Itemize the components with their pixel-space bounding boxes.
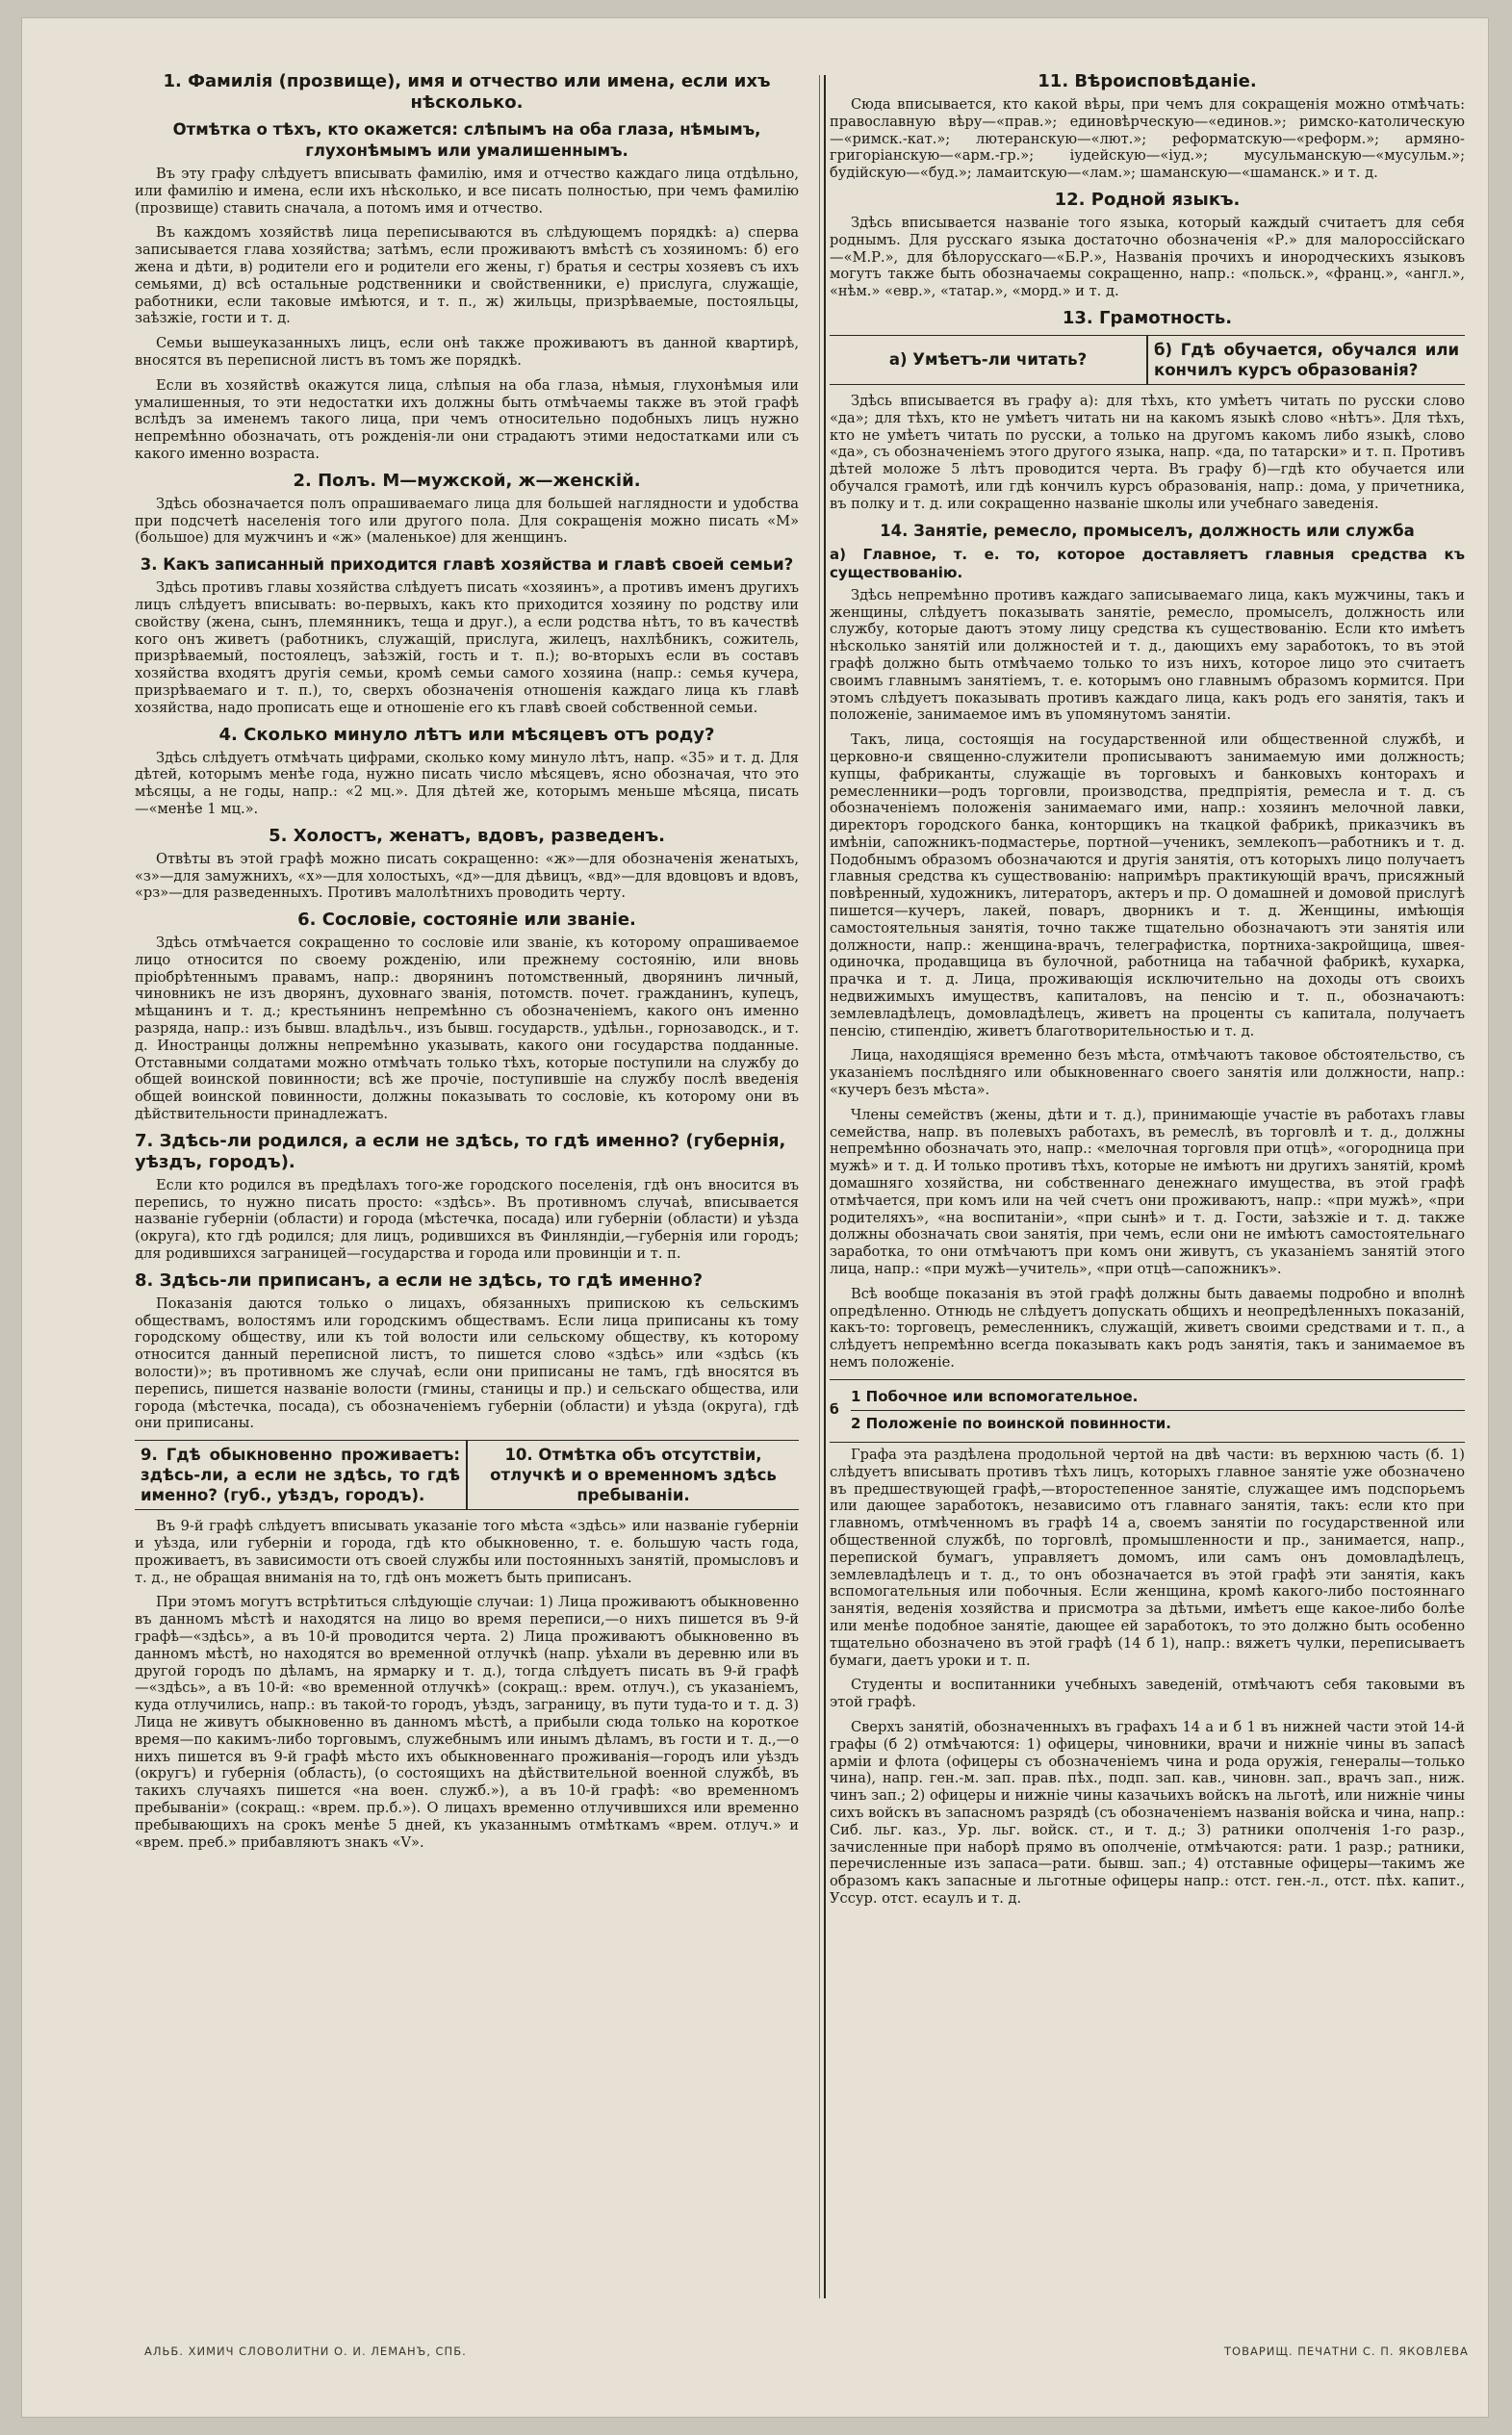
section-14-heading: 14. Занятіе, ремесло, промыселъ, должность или служба <box>880 521 1415 540</box>
section-5-text: Отвѣты въ этой графѣ можно писать сокращенно: «ж»—для обозначенія женатыхъ, «з»—для замужнихъ, «х»—для холостыхъ, «д»—для дѣвицъ, «вд»—для вдовцовъ и вдовъ, «рз»—для разведенныхъ. Противъ малолѣтнихъ проводить черту. <box>135 850 799 902</box>
section-3-heading: 3. Какъ записанный приходится главѣ хозяйства и главѣ своей семьи? <box>140 555 794 575</box>
section-2-text: Здѣсь обозначается полъ опрашиваемаго лица для большей наглядности и удобства при подсчетѣ населенія того или другого пола. Для сокращенія можно писать «М» (большое) для мужчинъ и «ж» (маленькое) для женщинъ. <box>135 495 799 547</box>
section-14b-text-1: Графа эта раздѣлена продольной чертой на двѣ части: въ верхнюю часть (б. 1) слѣдуетъ вписывать противъ тѣхъ лицъ, которыхъ главное занятіе уже обозначено въ предшествующей графѣ,—второстепенное занятіе, служащее имъ подспорьемъ или дающее заработокъ, независимо отъ главнаго занятія, такъ: если кто при главномъ, отмѣченномъ въ графѣ 14 а, своемъ занятіи по государственной или общественной службѣ, по торговлѣ, промышленности и пр., занимается, напр., перепиской бумагъ, управляетъ домомъ, или самъ онъ домовладѣлецъ, землевладѣлецъ и т. д., то онъ обозначается въ этой графѣ эти занятія, какъ вспомогательныя или побочныя. Если женщина, кромѣ какого-либо постояннаго занятія, веденія хозяйства и присмотра за дѣтьми, имѣетъ еще какое-либо болѣе или менѣе подобное занятіе, дающее ей заработокъ, то это должно быть особенно тщательно обозначено въ этой графѣ (14 б 1), напр.: вяжетъ чулки, переписываетъ бумаги, даетъ уроки и т. п. <box>830 1446 1465 1669</box>
section-9-text-1: Въ 9-й графѣ слѣдуетъ вписывать указаніе того мѣста «здѣсь» или названіе губерніи и уѣзда, или губерніи и города, гдѣ кто обыкновенно, т. е. большую часть года, проживаетъ, въ зависимости отъ своей службы или постоянныхъ занятій, промысловъ и т. д., не обращая вниманія на то, гдѣ онъ можетъ быть приписанъ. <box>135 1518 799 1586</box>
left-column <box>135 65 799 1858</box>
section-7-heading: 7. Здѣсь-ли родился, а если не здѣсь, то гдѣ именно? (губернія, уѣздъ, городъ). <box>135 1130 786 1172</box>
section-13-subheader <box>830 335 1465 385</box>
section-14a-heading: а) Главное, т. е. то, которое доставляетъ главныя средства къ существованію. <box>830 545 1465 582</box>
section-13b-heading: б) Гдѣ обучается, обучался или кончилъ курсъ образованія? <box>1146 336 1465 384</box>
census-instruction-page <box>21 17 1489 2418</box>
section-14b2-heading: 2 Положеніе по воинской повинности. <box>851 1415 1171 1433</box>
section-14b-rule-bottom <box>830 1442 1465 1443</box>
right-column <box>830 65 1465 1915</box>
section-9-text-2: При этомъ могутъ встрѣтиться слѣдующіе случаи: 1) Лица проживаютъ обыкновенно въ данномъ мѣстѣ и находятся на лицо во время переписи,—о нихъ пишется въ 9-й графѣ—«здѣсь», а въ 10-й проводится черта. 2) Лица проживаютъ обыкновенно въ данномъ мѣстѣ, но находятся во временной отлучкѣ (напр. уѣхали въ деревню или въ другой городъ по дѣламъ, на ярмарку и т. д.), тогда слѣдуетъ писать въ 9-й графѣ—«здѣсь», а въ 10-й: «во временной отлучкѣ» (сокращ.: врем. отлуч.), съ указаніемъ, куда отлучились, напр.: въ такой-то городъ, уѣздъ, заграницу, въ пути туда-то и т. д. 3) Лица не живутъ обыкновенно въ данномъ мѣстѣ, а прибыли сюда только на короткое время—по какимъ-либо торговымъ, служебнымъ или инымъ дѣламъ, въ гости и т. д.,—о нихъ пишется въ 9-й графѣ мѣсто ихъ обыкновеннаго проживанія—городъ или уѣздъ (округъ) и губернія (область), (о состоящихъ на дѣйствительной военной службѣ, въ такихъ случаяхъ пишется «на воен. служб.»), а въ 10-й графѣ: «во временномъ пребываніи» (сокращ.: «врем. пр.б.»). О лицахъ временно отлучившихся или временно пребывающихъ на срокъ менѣе 5 дней, къ указаннымъ отмѣткамъ «врем. отлуч.» и «врем. преб.» прибавляютъ знакъ «V». <box>135 1594 799 1851</box>
section-2-heading: 2. Полъ. М—мужской, ж—женскій. <box>293 470 641 491</box>
section-7-text: Если кто родился въ предѣлахъ того-же городского поселенія, гдѣ онъ вносится въ перепись, то нужно писать просто: «здѣсь». Въ противномъ случаѣ, вписывается названіе губерніи (области) и города (мѣстечка, посада) или губерніи (области) и уѣзда (округа), кто гдѣ родился; для лицъ, родившихся въ Финляндіи,—губернія или городъ; для родившихся заграницей—государства и города или провинціи и т. п. <box>135 1176 799 1263</box>
section-14b-text-3: Сверхъ занятій, обозначенныхъ въ графахъ 14 а и б 1 въ нижней части этой 14-й графы (б 2) отмѣчаются: 1) офицеры, чиновники, врачи и нижніе чины въ запасѣ арміи и флота (офицеры съ обозначеніемъ чина и рода оружія, генералы—только чина), напр. ген.-м. зап. прав. пѣх., подп. зап. кав., чиновн. зап., врачъ зап., ниж. чинъ зап.; 2) офицеры и нижніе чины казачьихъ войскъ на льготѣ, или нижніе чины сихъ войскъ въ запасномъ разрядѣ (съ обозначеніемъ названія войска и чина, напр.: Сиб. льг. каз., Ур. льг. войск. ст., и т. д.; 3) ратники ополченія 1-го разр., зачисленные при наборѣ прямо въ ополченіе, отмѣчаются: рати. 1 разр.; ратники, перечисленные изъ запаса—рати. бывш. зап.; 4) отставные офицеры—такимъ же образомъ какъ запасные и льготные офицеры напр.: отст. ген.-л., отст. пѣх. капит., Уссур. отст. есаулъ и т. д. <box>830 1718 1465 1907</box>
section-1-heading: 1. Фамилія (прозвище), имя и отчество или имена, если ихъ нѣсколько. <box>163 71 771 113</box>
section-14b-rule-top <box>830 1379 1465 1380</box>
section-1-text-2: Въ каждомъ хозяйствѣ лица переписываются въ слѣдующемъ порядкѣ: а) сперва записывается глава хозяйства; затѣмъ, если проживаютъ вмѣстѣ съ хозяиномъ: б) его жена и дѣти, в) родители его и родители его жены, г) братья и сестры хозяевъ съ ихъ семьями, д) всѣ остальные родственники и свойственники, е) прислуга, служащіе, работники, если таковые имѣются, и т. п., ж) жильцы, призрѣваемые, постояльцы, заѣзжіе, гости и т. д. <box>135 224 799 327</box>
section-1-text-3: Семьи вышеуказанныхъ лицъ, если онѣ также проживаютъ въ данной квартирѣ, вносятся въ переписной листъ въ томъ же порядкѣ. <box>135 335 799 369</box>
section-1-text-4: Если въ хозяйствѣ окажутся лица, слѣпыя на оба глаза, нѣмыя, глухонѣмыя или умалишенныя, то эти недостатки ихъ должны быть отмѣчаемы также въ этой графѣ вслѣдъ за именемъ такого лица, при чемъ относительно подобныхъ лицъ нужно непремѣнно обозначать, отъ рожденія-ли они страдаютъ этими недостатками или съ какого именно возраста. <box>135 376 799 462</box>
section-12-text: Здѣсь вписывается названіе того языка, который каждый считаетъ для себя роднымъ. Для русскаго языка достаточно обозначенія «Р.» для малороссійскаго—«М.Р.», для бѣлорусскаго—«Б.Р.», Названія прочихъ и инородческихъ языковъ могутъ также быть обозначаемы сокращенно, напр.: «польск.», «франц.», «англ.», «нѣм.» «евр.», «татар.», «морд.» и т. д. <box>830 214 1465 300</box>
section-8-text: Показанія даются только о лицахъ, обязанныхъ припискою къ сельскимъ обществамъ, волостямъ или городскимъ обществамъ. Если лица приписаны къ тому городскому обществу, или къ той волости или сельскому обществу, къ которому относится данный переписной листъ, то пишется слово «здѣсь» или «здѣсь (къ волости)»; въ противномъ же случаѣ, если они приписаны не тамъ, гдѣ вносятся въ перепись, пишется названіе волости (гмины, станицы и пр.) и сельскаго общества, или города (мѣстечка, посада), съ обозначеніемъ губерніи (области) и уѣзда (округа), гдѣ они приписаны. <box>135 1294 799 1432</box>
section-14-text-1: Здѣсь непремѣнно противъ каждаго записываемаго лица, какъ мужчины, такъ и женщины, слѣдуетъ показывать занятіе, ремесло, промыселъ, должность или службу, которые даютъ этому лицу средства къ существованію. Если кто имѣетъ нѣсколько занятій или должностей и т. д., дающихъ ему заработокъ, то въ этой графѣ должно быть отмѣчаемо только то изъ нихъ, которое лицо это считаетъ своимъ главнымъ занятіемъ, т. е. которымъ оно главнымъ образомъ кормится. При этомъ слѣдуетъ показывать противъ каждаго лица, какъ родъ его занятія, такъ и положеніе, занимаемое имъ въ упомянутомъ занятіи. <box>830 586 1465 724</box>
section-4-heading: 4. Сколько минуло лѣтъ или мѣсяцевъ отъ роду? <box>218 724 715 745</box>
section-1-text-1: Въ эту графу слѣдуетъ вписывать фамилію, имя и отчество каждаго лица отдѣльно, или фамилію и имена, если ихъ нѣсколько, и все писать полностью, при чемъ фамилію (прозвище) ставить сначала, а потомъ имя и отчество. <box>135 166 799 217</box>
section-5-heading: 5. Холостъ, женатъ, вдовъ, разведенъ. <box>269 825 665 846</box>
section-6-text: Здѣсь отмѣчается сокращенно то сословіе или званіе, къ которому опрашиваемое лицо относится по своему рожденію, или прежнему состоянію, или вновь пріобрѣтеннымъ правамъ, напр.: дворянинъ потомственный, дворянинъ личный, чиновникъ не изъ дворянъ, духовнаго званія, потомств. почет. гражданинъ, купецъ, мѣщанинъ и т. д.; крестьянинъ непремѣнно съ обозначеніемъ, какого онъ именно разряда, напр.: изъ бывш. владѣльч., изъ бывш. государств., удѣльн., горнозаводск., и т. д. Иностранцы должны непремѣнно указывать, какого они государства подданные. Отставными солдатами можно отмѣчать только тѣхъ, которые поступили на службу до общей воинской повинности; всѣ же прочіе, поступившіе на службу послѣ введенія общей воинской повинности, должны показывать то сословіе, къ которому они въ дѣйствительности принадлежатъ. <box>135 935 799 1123</box>
column-divider-thin <box>819 75 820 2298</box>
section-14-text-3: Лица, находящіяся временно безъ мѣста, отмѣчаютъ таковое обстоятельство, съ указаніемъ послѣдняго или обыкновеннаго своего занятія или должности, напр.: «кучеръ безъ мѣста». <box>830 1047 1465 1099</box>
section-9-10-header <box>135 1440 799 1510</box>
section-14b-label: б <box>830 1402 839 1419</box>
section-8-heading: 8. Здѣсь-ли приписанъ, а если не здѣсь, то гдѣ именно? <box>135 1269 704 1291</box>
section-13-heading: 13. Грамотность. <box>1062 307 1233 328</box>
printer-footer-right: ТОВАРИЩ. ПЕЧАТНИ С. П. ЯКОВЛЕВА <box>1224 2345 1469 2358</box>
section-1-note-heading: Отмѣтка о тѣхъ, кто окажется: слѣпымъ на оба глаза, нѣмымъ, глухонѣмымъ или умалишеннымъ. <box>172 120 761 160</box>
column-divider <box>824 75 826 2298</box>
section-14-text-2: Такъ, лица, состоящія на государственной или общественной службѣ, и церковно-и священно-служители прописываютъ занимаемую ими должность; купцы, фабриканты, служащіе въ торговыхъ и банковыхъ конторахъ и ремесленники—родъ торговли, производства, предпріятія, ремесла и т. д. съ обозначеніемъ положенія занимаемаго ими, напр.: хозяинъ мелочной лавки, директоръ городского банка, конторщикъ на ткацкой фабрикѣ, приказчикъ въ имѣніи, сапожникъ-подмастерье, портной—ученикъ, землекопъ—работникъ и т. д. Подобнымъ образомъ обозначаются и другія занятія, отъ которыхъ лицо получаетъ главныя средства къ существованію: напримѣръ практикующій врачъ, присяжный повѣренный, художникъ, литераторъ, актеръ и пр. О домашней и домовой прислугѣ пишется—кучеръ, лакей, поваръ, дворникъ и т. д. Женщины, имѣющія самостоятельныя занятія, точно также тщательно обозначаютъ эти занятія или должности, напр.: женщина-врачъ, телеграфистка, портниха-закройщица, швея-одиночка, продавщица въ булочной, работница на табачной фабрикѣ, кухарка, прачка и т. д. Лица, проживающія исключительно на доходы отъ своихъ недвижимыхъ имуществъ, капиталовъ, на пенсію и т. п., обозначаютъ: землевладѣлецъ, домовладѣлецъ, живетъ на проценты съ капитала, получаетъ пенсію, стипендію, живетъ благотворительностью и т. д. <box>830 731 1465 1039</box>
section-14b-text-2: Студенты и воспитанники учебныхъ заведеній, отмѣчаютъ себя таковыми въ этой графѣ. <box>830 1677 1465 1711</box>
section-6-heading: 6. Сословіе, состояніе или званіе. <box>297 910 636 931</box>
section-11-heading: 11. Вѣроисповѣданіе. <box>1038 71 1257 91</box>
section-4-text: Здѣсь слѣдуетъ отмѣчать цифрами, сколько кому минуло лѣтъ, напр. «35» и т. д. Для дѣтей, которымъ менѣе года, нужно писать число мѣсяцевъ, ясно обозначая, что это мѣсяцы, а не годы, напр.: «2 мц.». Для дѣтей же, которымъ меньше мѣсяца, писать—«менѣе 1 мц.». <box>135 749 799 817</box>
section-10-heading: 10. Отмѣтка объ отсутствіи, отлучкѣ и о временномъ здѣсь пребываніи. <box>466 1441 799 1509</box>
section-14b-rule-mid <box>851 1410 1465 1411</box>
section-14b-header <box>830 1384 1465 1438</box>
section-3-text: Здѣсь противъ главы хозяйства слѣдуетъ писать «хозяинъ», а противъ именъ другихъ лицъ слѣдуетъ вписывать: во-первыхъ, какъ кто приходится хозяину по родству или свойству (жена, сынъ, племянникъ, теща и друг.), а если родства нѣтъ, то въ качествѣ кого онъ живетъ (работникъ, служащій, прислуга, жилецъ, нахлѣбникъ, сожитель, призрѣваемый, постоялецъ, заѣзжій, гость и т. п.); во-вторыхъ если въ составъ хозяйства входятъ другія семьи, кромѣ семьи самого хозяина (напр.: семья кучера, призрѣваемаго и т. п.), то, сверхъ обозначенія отношенія каждаго лица къ главѣ хозяйства, надо прописать еще и отношеніе его къ главѣ своей собственной семьи. <box>135 579 799 716</box>
section-14b1-heading: 1 Побочное или вспомогательное. <box>851 1387 1139 1405</box>
section-13a-heading: а) Умѣетъ-ли читать? <box>888 350 1088 370</box>
section-9-heading: 9. Гдѣ обыкновенно проживаетъ: здѣсь-ли, а если не здѣсь, то гдѣ именно? (губ., уѣздъ, городъ). <box>141 1446 460 1505</box>
section-12-heading: 12. Родной языкъ. <box>1054 189 1241 210</box>
printer-footer-left: АЛЬБ. ХИМИЧ СЛОВОЛИТНИ О. И. ЛЕМАНЪ, СПБ. <box>144 2345 467 2358</box>
section-11-text: Сюда вписывается, кто какой вѣры, при чемъ для сокращенія можно отмѣчать: православную вѣру—«прав.»; единовѣрческую—«единов.»; римско-католическую—«римск.-кат.»; лютеранскую—«лют.»; реформатскую—«реформ.»; армяно-григоріанскую—«арм.-гр.»; іудейскую—«іуд.»; мусульманскую—«мусульм.»; будійскую—«буд.»; ламаитскую—«лам.»; шаманскую—«шаманск.» и т. д. <box>830 96 1465 182</box>
section-14-text-5: Всѣ вообще показанія въ этой графѣ должны быть даваемы подробно и вполнѣ опредѣленно. Отнюдь не слѣдуетъ допускать общихъ и неопредѣленныхъ показаній, какъ-то: торговецъ, ремесленникъ, служащій, живетъ своими средствами и т. п., а слѣдуетъ непремѣнно всегда показывать какъ родъ занятія, такъ и занимаемое въ немъ положеніе. <box>830 1285 1465 1371</box>
section-13-text: Здѣсь вписывается въ графу а): для тѣхъ, кто умѣетъ читать по русски слово «да»; для тѣхъ, кто не умѣетъ читать ни на какомъ языкѣ слово «нѣтъ». Для тѣхъ, кто не умѣетъ читать по русски, а только на другомъ какомъ либо языкѣ, слово «да», съ обозначеніемъ этого другого языка, напр. «да, по татарски» и т. п. Противъ дѣтей моложе 5 лѣтъ проводится черта. Въ графу б)—гдѣ кто обучается или обучался грамотѣ, или гдѣ кончилъ курсъ образованія, напр.: дома, у причетника, въ полку и т. д. или сокращенно названіе школы или учебнаго заведенія. <box>830 392 1465 512</box>
section-14-text-4: Члены семействъ (жены, дѣти и т. д.), принимающіе участіе въ работахъ главы семейства, напр. въ полевыхъ работахъ, въ ремеслѣ, въ торговлѣ и т. д., должны непремѣнно обозначать это, напр.: «мелочная торговля при отцѣ», «огородница при мужѣ» и т. д. И только противъ тѣхъ, которые не имѣютъ ни другихъ занятій, кромѣ домашняго хозяйства, ни собственнаго денежнаго имущества, въ этой графѣ отмѣчается, при комъ или на чей счетъ они проживаютъ, напр.: «при мужѣ», «при родителяхъ», «на воспитаніи», «при сынѣ» и т. д. Гости, заѣзжіе и т. д. также должны обозначать свои занятія, при чемъ, если они не имѣютъ самостоятельнаго заработка, то они отмѣчаютъ при комъ они живутъ, съ указаніемъ занятій этого лица, напр.: «при мужѣ—учитель», «при отцѣ—сапожникъ». <box>830 1106 1465 1278</box>
